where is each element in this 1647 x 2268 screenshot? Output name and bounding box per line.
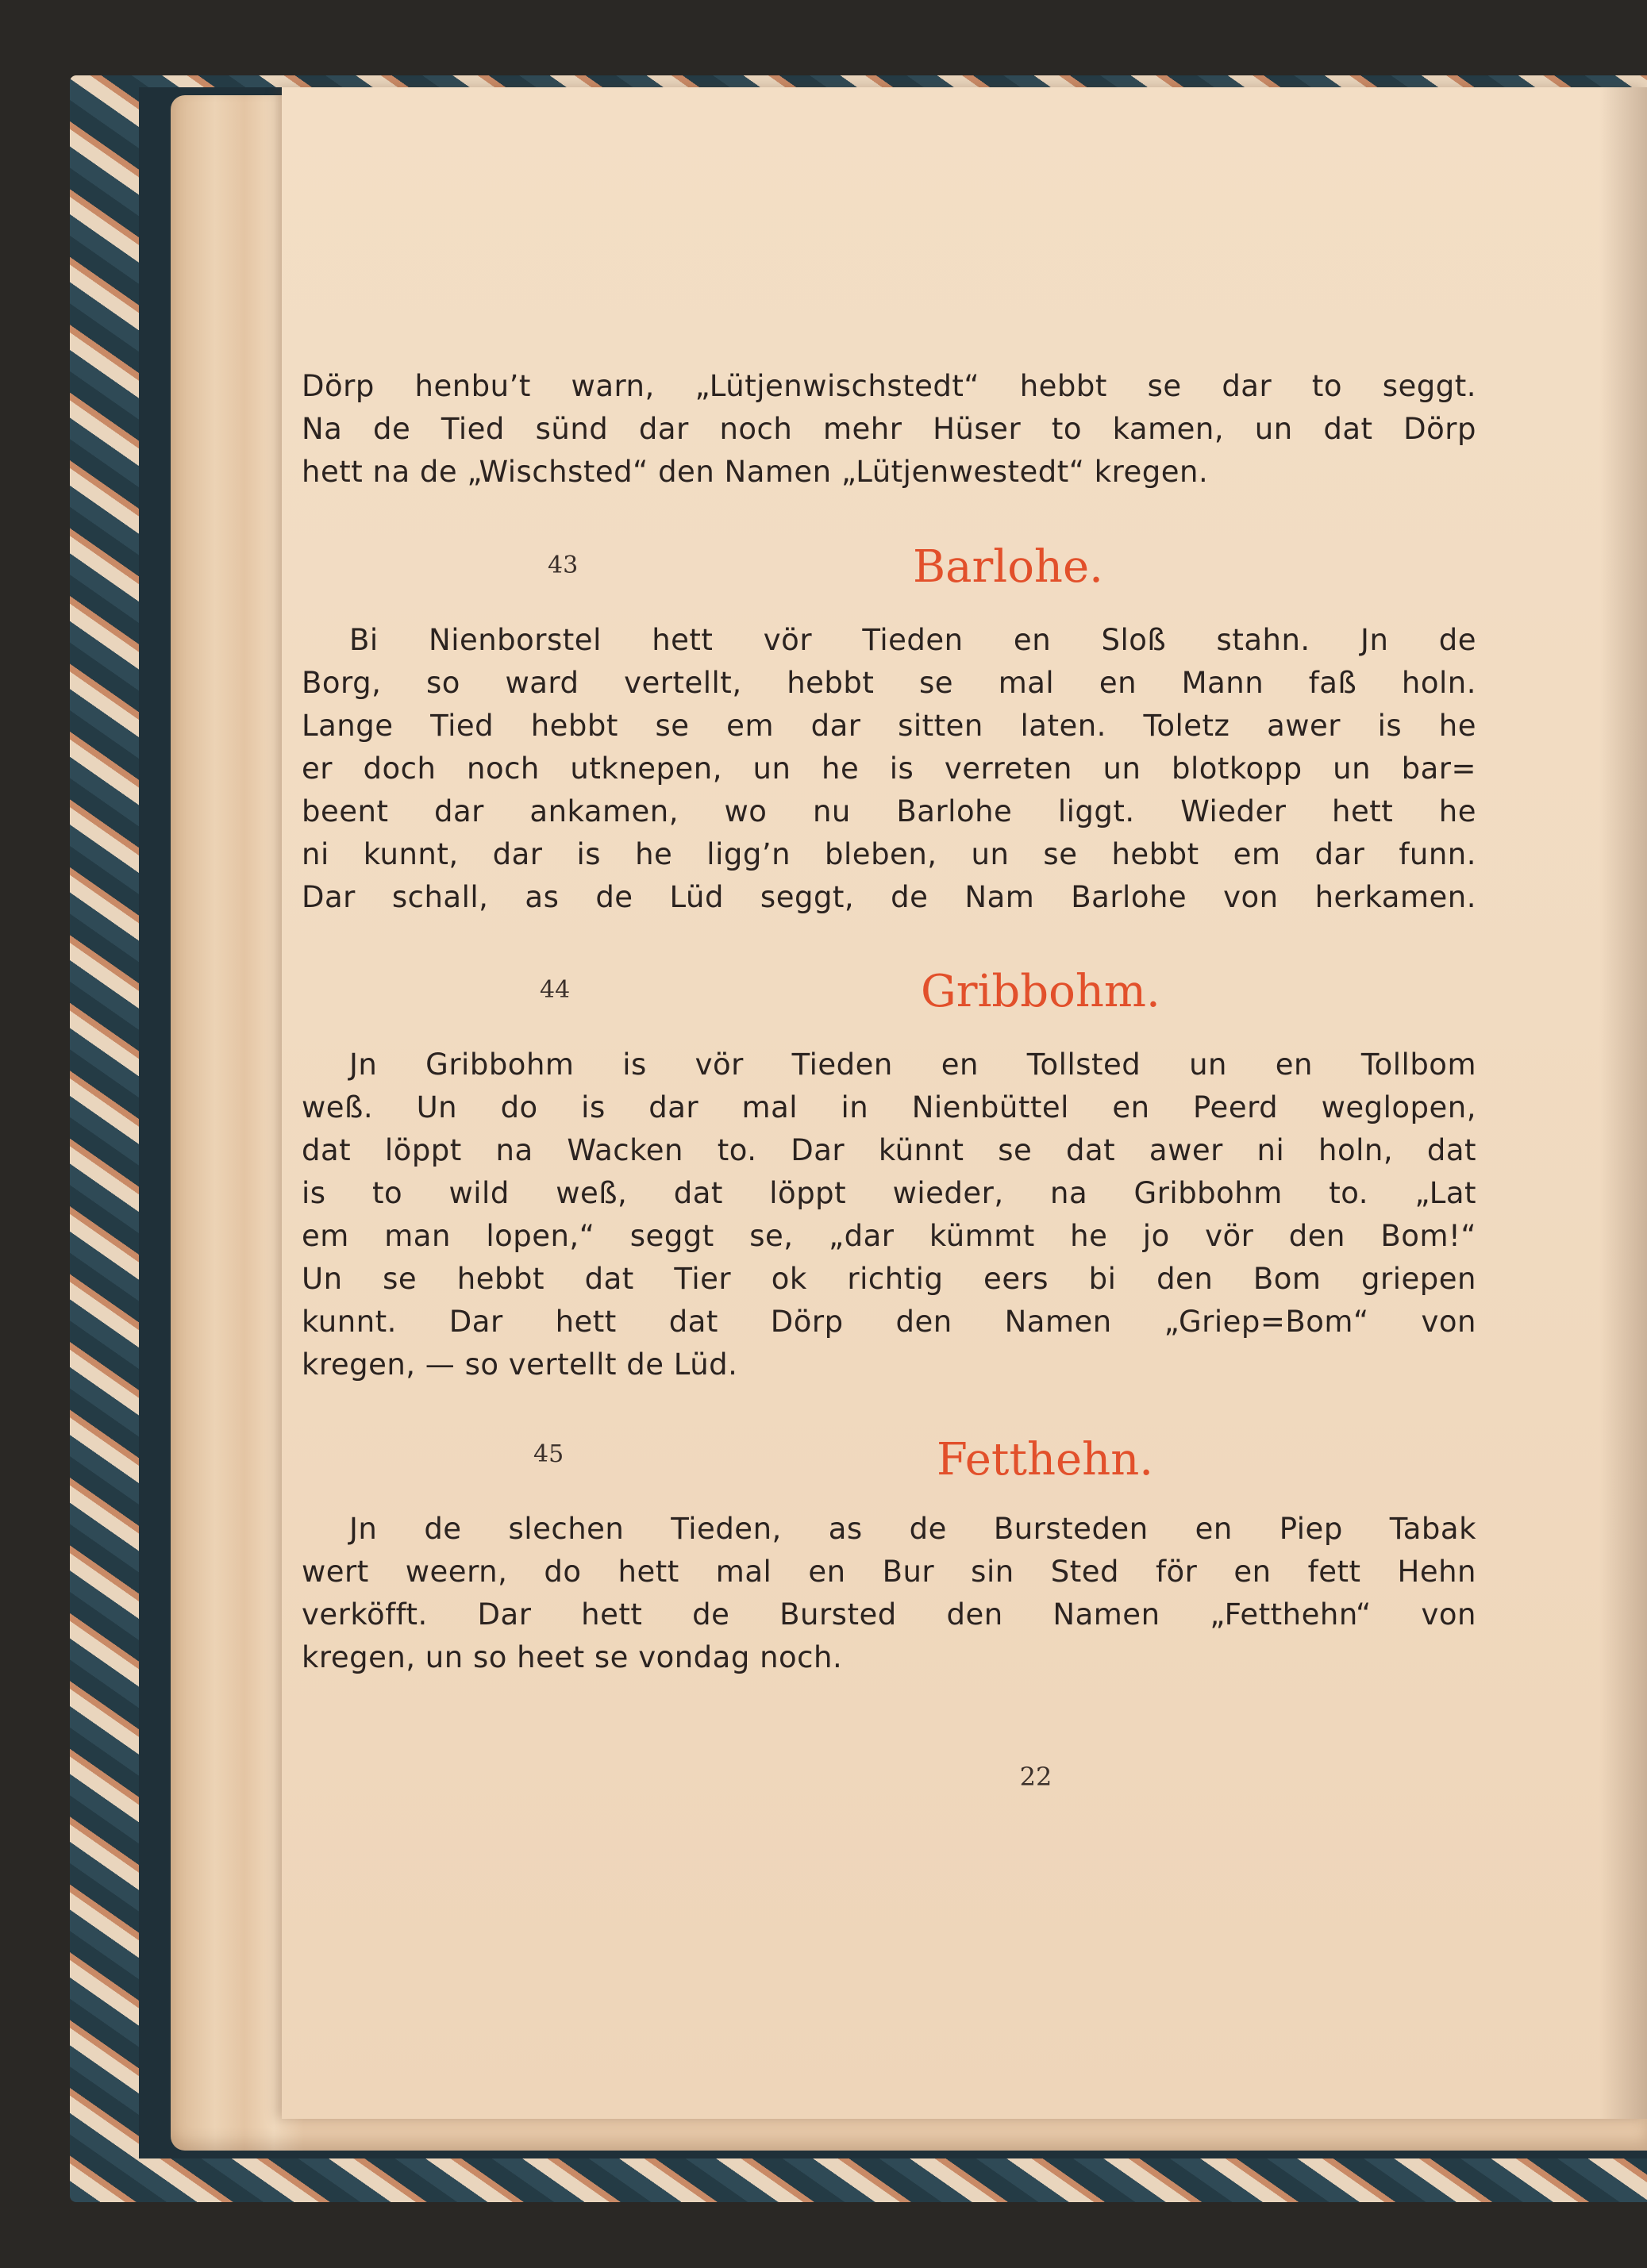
paragraph-line: wert weern, do hett mal en Bur sin Sted för en fett Hehn	[302, 1555, 1476, 1589]
section-title: Gribbohm.	[921, 966, 1160, 1017]
section-number: 44	[540, 976, 571, 1004]
paragraph-line: kregen, — so vertellt de Lüd.	[302, 1347, 738, 1382]
section-title: Barlohe.	[913, 541, 1103, 593]
paragraph-line: kregen, un so heet se vondag noch.	[302, 1640, 843, 1674]
paragraph-line: ni kunnt, dar is he ligg’n bleben, un se hebbt em dar funn.	[302, 837, 1476, 871]
paragraph-line: hett na de „Wischsted“ den Namen „Lütjenwestedt“ kregen.	[302, 455, 1209, 489]
paragraph-line: is to wild weß, dat löppt wieder, na Gribbohm to. „Lat	[302, 1176, 1476, 1210]
paragraph-line: Dörp henbu’t warn, „Lütjenwischstedt“ hebbt se dar to seggt.	[302, 369, 1476, 403]
paragraph-line: er doch noch utknepen, un he is verreten un blotkopp un bar=	[302, 752, 1476, 786]
paragraph-line: weß. Un do is dar mal in Nienbüttel en Peerd weglopen,	[302, 1090, 1476, 1124]
section-number: 43	[548, 552, 579, 579]
paragraph-line: Jn de slechen Tieden, as de Burstеden en Piep Tabak	[349, 1512, 1476, 1546]
paragraph-line: Borg, so ward vertellt, hebbt se mal en Mann faß holn.	[302, 666, 1476, 700]
paragraph-line: beent dar ankamen, wo nu Barlohe liggt. Wieder hett he	[302, 794, 1476, 828]
page-number: 22	[1019, 1762, 1052, 1792]
paragraph-line: Un se hebbt dat Tier ok richtig eers bi den Bom griepen	[302, 1262, 1476, 1296]
paragraph-line: kunnt. Dar hett dat Dörp den Namen „Griep=Bom“ von	[302, 1305, 1476, 1339]
paragraph-line: dat löppt na Wacken to. Dar künnt se dat awer ni holn, dat	[302, 1133, 1476, 1167]
section-number: 45	[533, 1440, 564, 1468]
paragraph-line: verköfft. Dar hett de Bursted den Namen „Fetthehn“ von	[302, 1597, 1476, 1632]
paragraph-line: Dar schall, as de Lüd seggt, de Nam Barlohe von herkamen.	[302, 880, 1476, 914]
section-title: Fetthehn.	[937, 1434, 1154, 1486]
paragraph-line: em man lopen,“ seggt se, „dar kümmt he jo vör den Bom!“	[302, 1219, 1476, 1253]
paragraph-line: Jn Gribbohm is vör Tieden en Tollsted un en Tollbom	[349, 1048, 1476, 1082]
paragraph-line: Bi Nienborstel hett vör Tieden en Sloß stahn. Jn de	[349, 623, 1476, 657]
paragraph-line: Lange Tied hebbt se em dar sitten laten. Toletz awer is he	[302, 709, 1476, 743]
paragraph-line: Na de Tied sünd dar noch mehr Hüser to kamen, un dat Dörp	[302, 412, 1476, 446]
